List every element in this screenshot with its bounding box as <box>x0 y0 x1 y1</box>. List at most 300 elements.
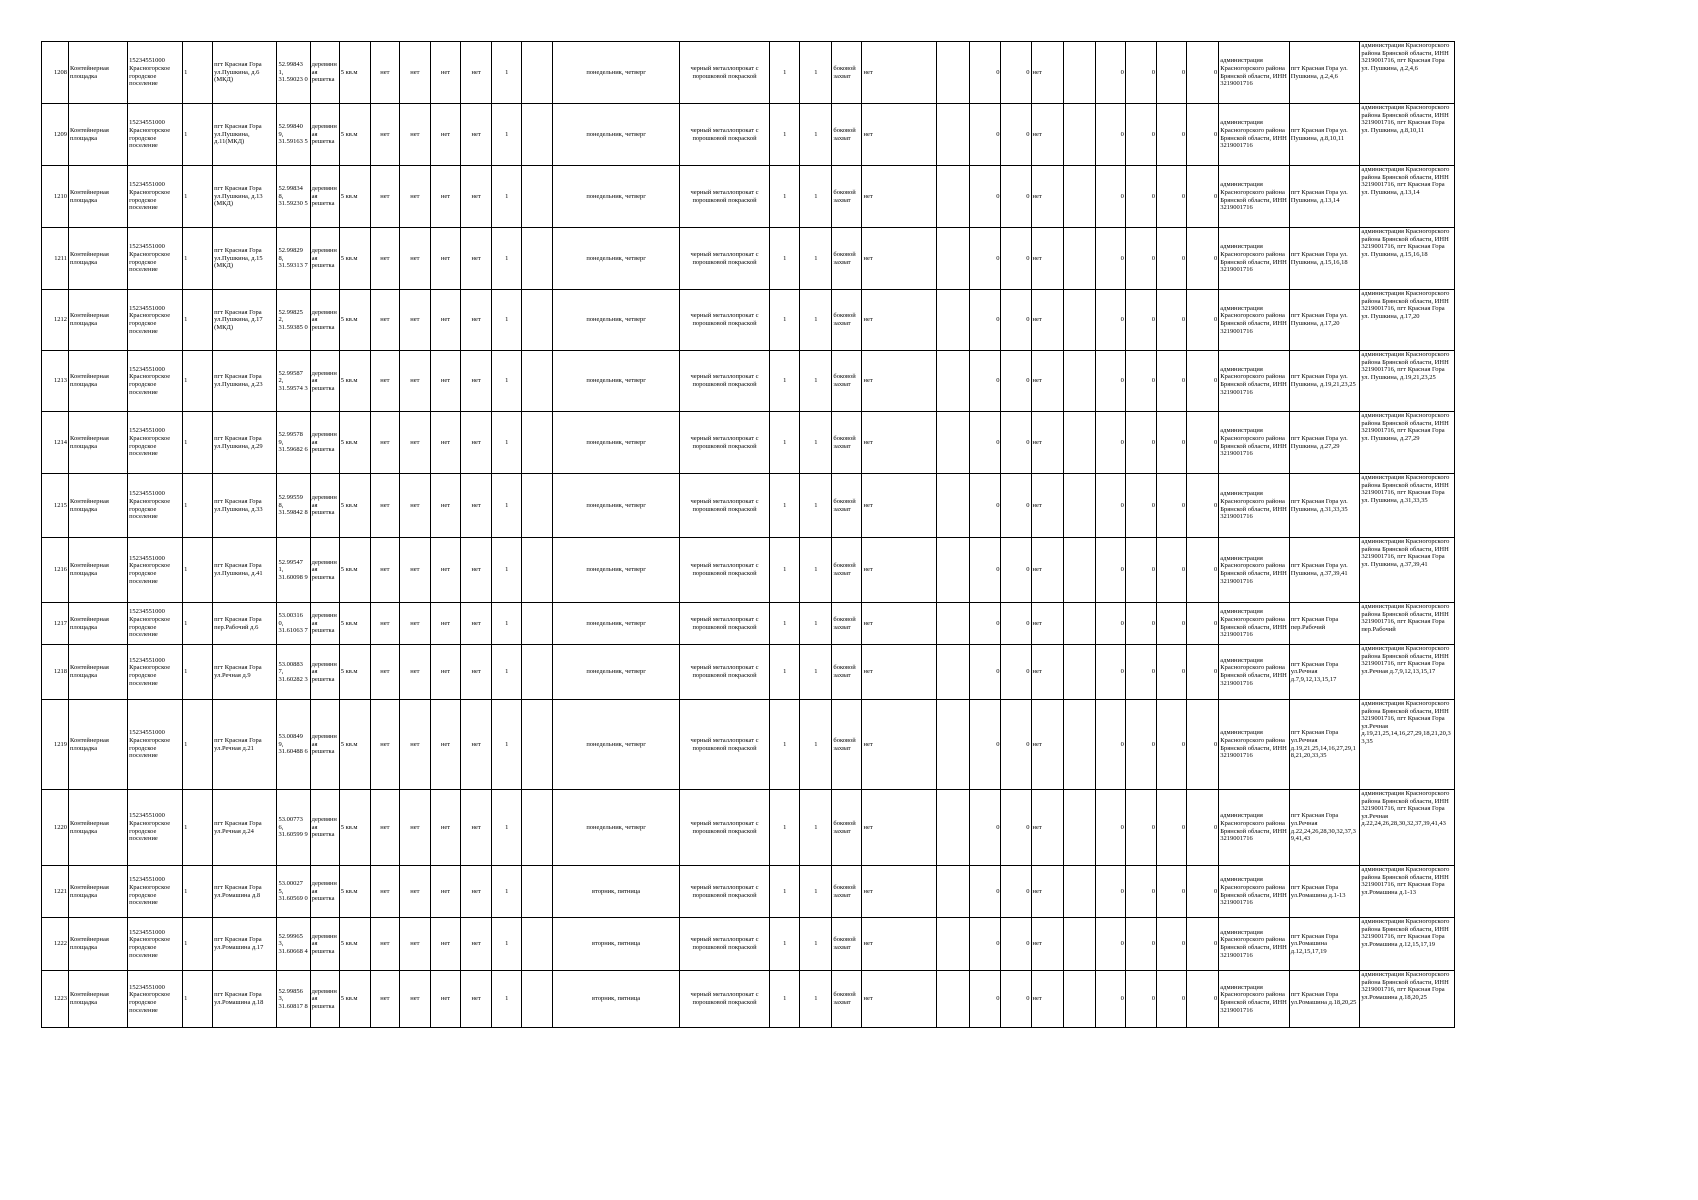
cell-coordinates: 52.99559 8, 31.59842 8 <box>277 474 310 538</box>
cell-field-7: нет <box>1031 700 1063 790</box>
cell-zero-5: 0 <box>1157 603 1187 645</box>
cell-field-4: нет <box>461 603 492 645</box>
cell-field-5: 1 <box>492 290 522 351</box>
cell-owner-full: администрация Красногорского района Брянской области, ИНН 3219001716, пгт Красная Гора ул. Пушкина, д.13,14 <box>1360 166 1455 228</box>
cell-container-count: 1 <box>183 866 213 918</box>
cell-field-3: нет <box>430 228 460 290</box>
cell-site-area: 5 кв.м <box>339 538 370 603</box>
cell-field-1: нет <box>370 971 399 1028</box>
cell-blank-3 <box>1063 104 1095 166</box>
cell-container-count: 1 <box>183 603 213 645</box>
cell-owner-full: администрация Красногорского района Брянской области, ИНН 3219001716, пгт Красная Гора ул.Речная д.7,9,12,13,15,17 <box>1360 645 1455 700</box>
cell-field-3: нет <box>430 971 460 1028</box>
cell-count-b: 1 <box>800 971 832 1028</box>
cell-oktmo-settlement: 15234551000 Красногорское городское поселение <box>128 474 183 538</box>
cell-container-material: черный металлопрокат с порошковой покраской <box>679 42 769 104</box>
cell-blank-1 <box>522 866 553 918</box>
cell-zero-3: 0 <box>1095 166 1125 228</box>
table-row <box>42 412 1455 474</box>
cell-zero-5: 0 <box>1157 412 1187 474</box>
cell-count-a: 1 <box>770 866 800 918</box>
cell-blank-2 <box>937 104 970 166</box>
cell-field-5: 1 <box>492 412 522 474</box>
cell-container-material: черный металлопрокат с порошковой покраской <box>679 603 769 645</box>
cell-zero-6: 0 <box>1187 104 1219 166</box>
cell-field-1: нет <box>370 474 399 538</box>
cell-container-count: 1 <box>183 104 213 166</box>
cell-collection-days: понедельник, четверг <box>553 42 680 104</box>
cell-object-name: Контейнерная площадка <box>68 790 127 866</box>
cell-site-area: 5 кв.м <box>339 412 370 474</box>
cell-oktmo-settlement: 15234551000 Красногорское городское поселение <box>128 918 183 971</box>
cell-zero-2: 0 <box>1001 790 1031 866</box>
cell-blank-2 <box>937 166 970 228</box>
cell-oktmo-settlement: 15234551000 Красногорское городское поселение <box>128 290 183 351</box>
table-row <box>42 971 1455 1028</box>
cell-field-6: нет <box>862 918 937 971</box>
cell-coordinates: 53.00883 7, 31.60282 3 <box>277 645 310 700</box>
cell-zero-1: 0 <box>970 603 1001 645</box>
table-row <box>42 351 1455 412</box>
cell-grip-type: боковой захват <box>832 412 862 474</box>
cell-row-number: 1218 <box>42 645 69 700</box>
cell-object-name: Контейнерная площадка <box>68 351 127 412</box>
cell-blank-2 <box>937 538 970 603</box>
cell-zero-4: 0 <box>1125 971 1156 1028</box>
cell-blank-1 <box>522 538 553 603</box>
cell-owner: администрация Красногорского района Брянской области, ИНН 3219001716 <box>1219 228 1290 290</box>
cell-count-b: 1 <box>800 412 832 474</box>
cell-owner: администрация Красногорского района Брянской области, ИНН 3219001716 <box>1219 351 1290 412</box>
cell-zero-2: 0 <box>1001 918 1031 971</box>
cell-zero-3: 0 <box>1095 603 1125 645</box>
cell-zero-2: 0 <box>1001 104 1031 166</box>
cell-zero-5: 0 <box>1157 42 1187 104</box>
cell-blank-2 <box>937 918 970 971</box>
cell-field-2: нет <box>399 42 430 104</box>
cell-site-area: 5 кв.м <box>339 351 370 412</box>
cell-zero-4: 0 <box>1125 412 1156 474</box>
cell-field-2: нет <box>399 351 430 412</box>
cell-zero-5: 0 <box>1157 104 1187 166</box>
cell-blank-3 <box>1063 971 1095 1028</box>
cell-zero-3: 0 <box>1095 866 1125 918</box>
table-row <box>42 228 1455 290</box>
cell-zero-1: 0 <box>970 290 1001 351</box>
cell-blank-1 <box>522 104 553 166</box>
cell-zero-2: 0 <box>1001 700 1031 790</box>
cell-field-4: нет <box>461 412 492 474</box>
cell-count-b: 1 <box>800 104 832 166</box>
cell-field-6: нет <box>862 42 937 104</box>
cell-count-a: 1 <box>770 104 800 166</box>
cell-zero-5: 0 <box>1157 474 1187 538</box>
cell-blank-1 <box>522 290 553 351</box>
cell-container-material: черный металлопрокат с порошковой покраской <box>679 166 769 228</box>
cell-owner: администрация Красногорского района Брянской области, ИНН 3219001716 <box>1219 474 1290 538</box>
cell-oktmo-settlement: 15234551000 Красногорское городское поселение <box>128 104 183 166</box>
cell-zero-1: 0 <box>970 228 1001 290</box>
cell-field-3: нет <box>430 866 460 918</box>
cell-field-3: нет <box>430 104 460 166</box>
table-row <box>42 603 1455 645</box>
cell-field-1: нет <box>370 645 399 700</box>
cell-zero-4: 0 <box>1125 866 1156 918</box>
cell-blank-2 <box>937 351 970 412</box>
cell-site-address: пгт Красная Гора пер.Рабочий д.6 <box>213 603 277 645</box>
cell-field-1: нет <box>370 866 399 918</box>
cell-container-material: черный металлопрокат с порошковой покраской <box>679 918 769 971</box>
cell-field-6: нет <box>862 538 937 603</box>
cell-count-b: 1 <box>800 700 832 790</box>
cell-blank-1 <box>522 412 553 474</box>
cell-field-4: нет <box>461 866 492 918</box>
cell-field-1: нет <box>370 104 399 166</box>
cell-object-name: Контейнерная площадка <box>68 104 127 166</box>
cell-oktmo-settlement: 15234551000 Красногорское городское поселение <box>128 351 183 412</box>
cell-field-3: нет <box>430 700 460 790</box>
cell-oktmo-settlement: 15234551000 Красногорское городское поселение <box>128 645 183 700</box>
cell-blank-3 <box>1063 866 1095 918</box>
cell-container-count: 1 <box>183 166 213 228</box>
cell-oktmo-settlement: 15234551000 Красногорское городское поселение <box>128 790 183 866</box>
cell-blank-2 <box>937 42 970 104</box>
cell-zero-4: 0 <box>1125 538 1156 603</box>
cell-field-7: нет <box>1031 166 1063 228</box>
cell-container-count: 1 <box>183 790 213 866</box>
cell-count-a: 1 <box>770 538 800 603</box>
cell-coordinates: 52.99843 1, 31.59023 0 <box>277 42 310 104</box>
cell-owner-full: администрация Красногорского района Брянской области, ИНН 3219001716, пгт Красная Гора ул. Пушкина, д.27,29 <box>1360 412 1455 474</box>
cell-field-6: нет <box>862 290 937 351</box>
cell-count-b: 1 <box>800 645 832 700</box>
cell-field-7: нет <box>1031 971 1063 1028</box>
cell-site-address: пгт Красная Гора ул.Ромашина д.17 <box>213 918 277 971</box>
cell-oktmo-settlement: 15234551000 Красногорское городское поселение <box>128 42 183 104</box>
cell-zero-6: 0 <box>1187 603 1219 645</box>
cell-field-3: нет <box>430 645 460 700</box>
cell-surface-type: деревянная решетка <box>310 228 339 290</box>
cell-row-number: 1209 <box>42 104 69 166</box>
table-row <box>42 104 1455 166</box>
cell-blank-3 <box>1063 790 1095 866</box>
cell-grip-type: боковой захват <box>832 290 862 351</box>
cell-field-7: нет <box>1031 412 1063 474</box>
cell-owner-full: администрация Красногорского района Брянской области, ИНН 3219001716, пгт Красная Гора ул. Пушкина, д.19,21,23,25 <box>1360 351 1455 412</box>
cell-surface-type: деревянная решетка <box>310 790 339 866</box>
cell-count-b: 1 <box>800 474 832 538</box>
cell-field-1: нет <box>370 700 399 790</box>
cell-object-name: Контейнерная площадка <box>68 412 127 474</box>
cell-zero-5: 0 <box>1157 918 1187 971</box>
cell-blank-1 <box>522 790 553 866</box>
cell-grip-type: боковой захват <box>832 228 862 290</box>
cell-grip-type: боковой захват <box>832 645 862 700</box>
cell-waste-sources: пгт Красная Гора ул.Речная д.22,24,26,28,30,32,37,39,41,43 <box>1289 790 1360 866</box>
cell-blank-1 <box>522 474 553 538</box>
cell-owner-full: администрация Красногорского района Брянской области, ИНН 3219001716, пгт Красная Гора ул. Пушкина, д.8,10,11 <box>1360 104 1455 166</box>
cell-grip-type: боковой захват <box>832 474 862 538</box>
cell-field-6: нет <box>862 866 937 918</box>
cell-zero-1: 0 <box>970 412 1001 474</box>
cell-coordinates: 52.99825 2, 31.59385 0 <box>277 290 310 351</box>
cell-owner: администрация Красногорского района Брянской области, ИНН 3219001716 <box>1219 866 1290 918</box>
cell-owner: администрация Красногорского района Брянской области, ИНН 3219001716 <box>1219 42 1290 104</box>
cell-row-number: 1208 <box>42 42 69 104</box>
cell-owner-full: администрация Красногорского района Брянской области, ИНН 3219001716, пгт Красная Гора ул. Пушкина, д.31,33,35 <box>1360 474 1455 538</box>
cell-blank-1 <box>522 700 553 790</box>
cell-field-3: нет <box>430 166 460 228</box>
cell-zero-3: 0 <box>1095 971 1125 1028</box>
cell-surface-type: деревянная решетка <box>310 538 339 603</box>
cell-zero-6: 0 <box>1187 42 1219 104</box>
cell-zero-2: 0 <box>1001 538 1031 603</box>
cell-zero-1: 0 <box>970 645 1001 700</box>
cell-container-count: 1 <box>183 290 213 351</box>
cell-zero-2: 0 <box>1001 866 1031 918</box>
cell-zero-6: 0 <box>1187 790 1219 866</box>
cell-container-material: черный металлопрокат с порошковой покраской <box>679 290 769 351</box>
cell-zero-6: 0 <box>1187 866 1219 918</box>
cell-field-4: нет <box>461 790 492 866</box>
cell-field-6: нет <box>862 790 937 866</box>
cell-blank-2 <box>937 603 970 645</box>
cell-site-address: пгт Красная Гора ул.Ромашина д.18 <box>213 971 277 1028</box>
cell-field-6: нет <box>862 971 937 1028</box>
table-row <box>42 790 1455 866</box>
cell-owner: администрация Красногорского района Брянской области, ИНН 3219001716 <box>1219 790 1290 866</box>
cell-site-address: пгт Красная Гора ул.Пушкина, д.17 (МКД) <box>213 290 277 351</box>
cell-container-material: черный металлопрокат с порошковой покраской <box>679 228 769 290</box>
cell-site-address: пгт Красная Гора ул.Речная д.24 <box>213 790 277 866</box>
cell-zero-4: 0 <box>1125 474 1156 538</box>
cell-site-area: 5 кв.м <box>339 866 370 918</box>
table-row <box>42 918 1455 971</box>
cell-owner-full: администрация Красногорского района Брянской области, ИНН 3219001716, пгт Красная Гора ул.Речная д.19,21,25,14,16,27,29,18,21,20,33,35 <box>1360 700 1455 790</box>
cell-field-2: нет <box>399 166 430 228</box>
cell-oktmo-settlement: 15234551000 Красногорское городское поселение <box>128 228 183 290</box>
cell-waste-sources: пгт Красная Гора ул.Ромашина д.12,15,17,19 <box>1289 918 1360 971</box>
cell-blank-3 <box>1063 918 1095 971</box>
cell-site-address: пгт Красная Гора ул.Пушкина, д.6 (МКД) <box>213 42 277 104</box>
cell-owner: администрация Красногорского района Брянской области, ИНН 3219001716 <box>1219 412 1290 474</box>
cell-field-1: нет <box>370 228 399 290</box>
cell-site-area: 5 кв.м <box>339 104 370 166</box>
cell-zero-1: 0 <box>970 971 1001 1028</box>
cell-field-6: нет <box>862 645 937 700</box>
cell-oktmo-settlement: 15234551000 Красногорское городское поселение <box>128 166 183 228</box>
table-row <box>42 538 1455 603</box>
cell-field-2: нет <box>399 645 430 700</box>
cell-zero-4: 0 <box>1125 645 1156 700</box>
cell-field-2: нет <box>399 412 430 474</box>
cell-container-material: черный металлопрокат с порошковой покраской <box>679 790 769 866</box>
cell-zero-6: 0 <box>1187 971 1219 1028</box>
cell-container-material: черный металлопрокат с порошковой покраской <box>679 104 769 166</box>
cell-site-address: пгт Красная Гора ул.Речная д.9 <box>213 645 277 700</box>
cell-field-3: нет <box>430 790 460 866</box>
cell-count-a: 1 <box>770 290 800 351</box>
cell-coordinates: 52.99829 8, 31.59313 7 <box>277 228 310 290</box>
cell-surface-type: деревянная решетка <box>310 918 339 971</box>
cell-count-b: 1 <box>800 603 832 645</box>
cell-collection-days: вторник, пятница <box>553 866 680 918</box>
cell-blank-2 <box>937 866 970 918</box>
cell-container-count: 1 <box>183 412 213 474</box>
cell-count-a: 1 <box>770 918 800 971</box>
cell-site-address: пгт Красная Гора ул.Пушкина, д.11(МКД) <box>213 104 277 166</box>
cell-count-b: 1 <box>800 290 832 351</box>
cell-zero-4: 0 <box>1125 603 1156 645</box>
registry-table <box>41 41 1455 1028</box>
cell-coordinates: 53.00027 5, 31.60569 0 <box>277 866 310 918</box>
cell-blank-2 <box>937 790 970 866</box>
cell-waste-sources: пгт Красная Гора ул. Пушкина, д.8,10,11 <box>1289 104 1360 166</box>
cell-zero-6: 0 <box>1187 351 1219 412</box>
cell-oktmo-settlement: 15234551000 Красногорское городское поселение <box>128 412 183 474</box>
cell-site-address: пгт Красная Гора ул.Пушкина, д.15 (МКД) <box>213 228 277 290</box>
cell-field-3: нет <box>430 42 460 104</box>
cell-owner: администрация Красногорского района Брянской области, ИНН 3219001716 <box>1219 104 1290 166</box>
cell-collection-days: понедельник, четверг <box>553 290 680 351</box>
cell-blank-2 <box>937 228 970 290</box>
cell-zero-4: 0 <box>1125 104 1156 166</box>
cell-object-name: Контейнерная площадка <box>68 971 127 1028</box>
cell-waste-sources: пгт Красная Гора ул.Ромашина д.1-13 <box>1289 866 1360 918</box>
cell-surface-type: деревянная решетка <box>310 412 339 474</box>
cell-field-1: нет <box>370 290 399 351</box>
cell-owner: администрация Красногорского района Брянской области, ИНН 3219001716 <box>1219 603 1290 645</box>
cell-zero-4: 0 <box>1125 700 1156 790</box>
cell-collection-days: понедельник, четверг <box>553 228 680 290</box>
cell-count-b: 1 <box>800 351 832 412</box>
cell-surface-type: деревянная решетка <box>310 166 339 228</box>
cell-site-area: 5 кв.м <box>339 971 370 1028</box>
cell-blank-1 <box>522 645 553 700</box>
cell-coordinates: 52.99840 9, 31.59163 5 <box>277 104 310 166</box>
cell-field-3: нет <box>430 412 460 474</box>
cell-oktmo-settlement: 15234551000 Красногорское городское поселение <box>128 700 183 790</box>
cell-oktmo-settlement: 15234551000 Красногорское городское поселение <box>128 866 183 918</box>
table-row <box>42 645 1455 700</box>
cell-blank-1 <box>522 971 553 1028</box>
cell-blank-1 <box>522 228 553 290</box>
cell-collection-days: понедельник, четверг <box>553 104 680 166</box>
cell-zero-4: 0 <box>1125 918 1156 971</box>
cell-field-3: нет <box>430 603 460 645</box>
cell-collection-days: понедельник, четверг <box>553 474 680 538</box>
cell-field-5: 1 <box>492 971 522 1028</box>
cell-zero-3: 0 <box>1095 918 1125 971</box>
cell-zero-3: 0 <box>1095 412 1125 474</box>
cell-container-count: 1 <box>183 228 213 290</box>
cell-zero-5: 0 <box>1157 538 1187 603</box>
cell-zero-3: 0 <box>1095 42 1125 104</box>
cell-owner: администрация Красногорского района Брянской области, ИНН 3219001716 <box>1219 290 1290 351</box>
cell-field-4: нет <box>461 918 492 971</box>
cell-site-area: 5 кв.м <box>339 918 370 971</box>
table-row <box>42 42 1455 104</box>
cell-row-number: 1221 <box>42 866 69 918</box>
cell-container-count: 1 <box>183 351 213 412</box>
cell-owner: администрация Красногорского района Брянской области, ИНН 3219001716 <box>1219 645 1290 700</box>
cell-field-2: нет <box>399 104 430 166</box>
cell-field-1: нет <box>370 538 399 603</box>
cell-zero-6: 0 <box>1187 700 1219 790</box>
cell-field-1: нет <box>370 42 399 104</box>
cell-row-number: 1223 <box>42 971 69 1028</box>
cell-blank-3 <box>1063 412 1095 474</box>
cell-owner-full: администрация Красногорского района Брянской области, ИНН 3219001716, пгт Красная Гора ул.Речная д.22,24,26,28,30,32,37,39,41,43 <box>1360 790 1455 866</box>
cell-field-3: нет <box>430 351 460 412</box>
cell-object-name: Контейнерная площадка <box>68 228 127 290</box>
cell-container-material: черный металлопрокат с порошковой покраской <box>679 412 769 474</box>
cell-waste-sources: пгт Красная Гора ул. Пушкина, д.31,33,35 <box>1289 474 1360 538</box>
cell-site-address: пгт Красная Гора ул.Пушкина, д.41 <box>213 538 277 603</box>
cell-zero-4: 0 <box>1125 228 1156 290</box>
cell-waste-sources: пгт Красная Гора ул.Речная д.7,9,12,13,15,17 <box>1289 645 1360 700</box>
cell-coordinates: 52.99587 2, 31.59574 3 <box>277 351 310 412</box>
cell-field-1: нет <box>370 603 399 645</box>
cell-field-2: нет <box>399 228 430 290</box>
cell-object-name: Контейнерная площадка <box>68 290 127 351</box>
cell-site-area: 5 кв.м <box>339 474 370 538</box>
cell-row-number: 1217 <box>42 603 69 645</box>
cell-zero-1: 0 <box>970 918 1001 971</box>
cell-zero-2: 0 <box>1001 228 1031 290</box>
cell-site-area: 5 кв.м <box>339 645 370 700</box>
cell-object-name: Контейнерная площадка <box>68 603 127 645</box>
cell-field-7: нет <box>1031 228 1063 290</box>
cell-field-7: нет <box>1031 538 1063 603</box>
cell-oktmo-settlement: 15234551000 Красногорское городское поселение <box>128 538 183 603</box>
cell-field-5: 1 <box>492 228 522 290</box>
cell-blank-2 <box>937 700 970 790</box>
cell-site-area: 5 кв.м <box>339 290 370 351</box>
cell-count-a: 1 <box>770 412 800 474</box>
cell-count-a: 1 <box>770 700 800 790</box>
cell-surface-type: деревянная решетка <box>310 866 339 918</box>
cell-coordinates: 52.99834 8, 31.59230 5 <box>277 166 310 228</box>
cell-row-number: 1212 <box>42 290 69 351</box>
cell-owner-full: администрация Красногорского района Брянской области, ИНН 3219001716, пгт Красная Гора ул. Пушкина, д.15,16,18 <box>1360 228 1455 290</box>
cell-object-name: Контейнерная площадка <box>68 42 127 104</box>
cell-zero-3: 0 <box>1095 700 1125 790</box>
cell-zero-5: 0 <box>1157 166 1187 228</box>
cell-container-material: черный металлопрокат с порошковой покраской <box>679 971 769 1028</box>
cell-blank-3 <box>1063 42 1095 104</box>
cell-blank-1 <box>522 351 553 412</box>
cell-field-7: нет <box>1031 104 1063 166</box>
cell-collection-days: понедельник, четверг <box>553 166 680 228</box>
cell-field-7: нет <box>1031 351 1063 412</box>
cell-object-name: Контейнерная площадка <box>68 645 127 700</box>
cell-blank-3 <box>1063 290 1095 351</box>
cell-zero-3: 0 <box>1095 104 1125 166</box>
cell-owner-full: администрация Красногорского района Брянской области, ИНН 3219001716, пгт Красная Гора ул.Ромашина д.12,15,17,19 <box>1360 918 1455 971</box>
cell-zero-1: 0 <box>970 866 1001 918</box>
cell-field-2: нет <box>399 290 430 351</box>
cell-zero-6: 0 <box>1187 918 1219 971</box>
cell-blank-3 <box>1063 228 1095 290</box>
cell-count-b: 1 <box>800 228 832 290</box>
cell-count-a: 1 <box>770 790 800 866</box>
cell-field-4: нет <box>461 474 492 538</box>
cell-zero-5: 0 <box>1157 866 1187 918</box>
cell-zero-2: 0 <box>1001 290 1031 351</box>
cell-collection-days: понедельник, четверг <box>553 790 680 866</box>
cell-coordinates: 53.00849 9, 31.60488 6 <box>277 700 310 790</box>
